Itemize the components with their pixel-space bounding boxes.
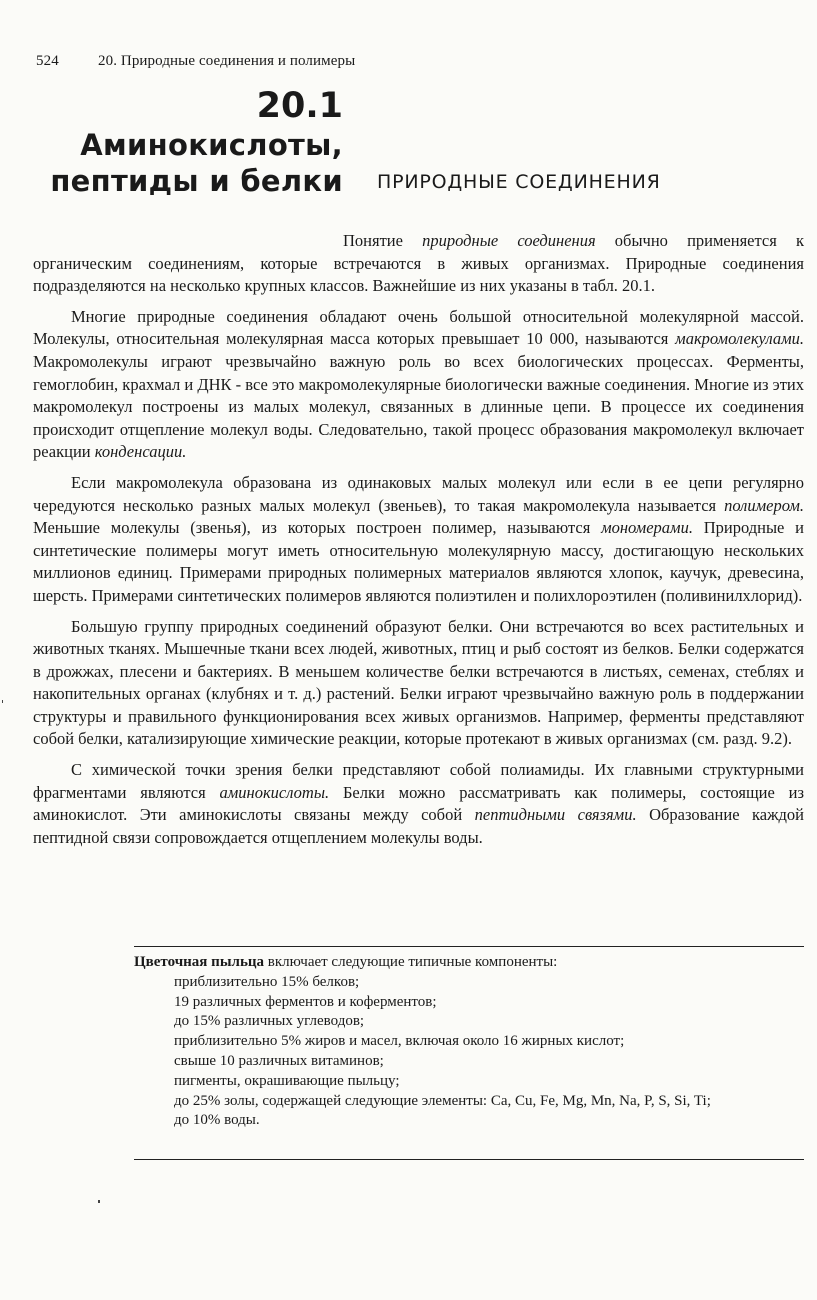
list-item: до 15% различных углеводов; (174, 1013, 365, 1030)
section-title-line-1: Аминокислоты, (80, 128, 343, 162)
paragraph-2 (33, 306, 804, 464)
text-run: Если макромолекула образована из одинаковых малых молекул или если в ее цепи регулярно чередуются несколько разных малых молекул (звеньев), то такая макромолекула называется (33, 472, 804, 515)
term-amino-acids: аминокислоты. (219, 782, 330, 802)
page-number: 524 (36, 53, 59, 69)
text-run: Многие природные соединения обладают очень большой относительной молекулярной массой. Молекулы, относительная молекулярная масса которых превышает 10 000, называются (33, 306, 804, 349)
term-monomers: мономерами. (601, 518, 693, 538)
list-item: до 10% воды. (174, 1112, 260, 1129)
section-title-line-2: пептиды и белки (50, 164, 343, 198)
paragraph-4 (33, 616, 804, 752)
scan-speck (98, 1200, 100, 1203)
paragraph-5 (33, 759, 804, 849)
box-intro (134, 953, 804, 973)
term-macromolecules: макромолекулами. (675, 329, 804, 349)
text-run: Макромолекулы играют чрезвычайно важную роль во всех биологических процессах. Ферменты, гемоглобин, крахмал и ДНК - все это макромолекулярные биологически важные соединения. Многие из этих макромолекул построены из малых молекул, связанных в длинные цепи. В процессе их соединения происходит отщепление молекул воды. Следовательно, такой процесс образования макромолекул включает реакции (33, 351, 804, 462)
section-number: 20.1 (256, 86, 343, 126)
list-item: свыше 10 различных витаминов; (174, 1052, 384, 1069)
pollen-box (134, 953, 804, 1131)
term-condensation: конденсации. (94, 442, 187, 462)
paragraph-1 (33, 230, 804, 298)
list-item: 19 различных ферментов и коферментов; (174, 993, 437, 1010)
text-run: Образование каждой пептидной связи сопровождается отщеплением молекулы воды. (33, 805, 804, 847)
text-run: Природные и синтетические полимеры могут иметь относительную молекулярную массу, достигающую нескольких миллионов единиц. Примерами природных полимерных материалов являются хлопок, каучук, древесина, шерсть. Примерами синтетических полимеров являются полиэтилен и полихлороэтилен (поливинилхлорид). (33, 518, 804, 605)
term-natural-compounds: природные соединения (422, 231, 596, 250)
list-item: пигменты, окрашивающие пыльцу; (174, 1072, 400, 1089)
box-intro-text: включает следующие типичные компоненты: (264, 954, 558, 970)
body-text (33, 230, 804, 857)
text-run: Меньшие молекулы (звенья), из которых построен полимер, называются (33, 518, 602, 538)
box-term: Цветочная пыльца (134, 954, 265, 970)
chapter-title: 20. Природные соединения и полимеры (98, 53, 356, 69)
box-top-rule (134, 946, 804, 947)
text-run: Понятие (343, 231, 423, 250)
paragraph-3 (33, 472, 804, 608)
text-run: Белки можно рассматривать как полимеры, состоящие из аминокислот. Эти аминокислоты связаны между собой (33, 782, 804, 825)
box-list (134, 973, 804, 1131)
section-title (0, 127, 343, 199)
subheading: ПРИРОДНЫЕ СОЕДИНЕНИЯ (377, 171, 661, 193)
term-peptide-bonds: пептидными связями. (474, 805, 637, 825)
list-item: приблизительно 15% белков; (174, 973, 360, 990)
term-polymer: полимером. (724, 495, 804, 515)
running-head (36, 53, 355, 70)
list-item: до 25% золы, содержащей следующие элементы: Ca, Cu, Fe, Mg, Mn, Na, P, S, Si, Ti; (174, 1092, 711, 1109)
text-run: С химической точки зрения белки представляют собой полиамиды. Их главными структурными фрагментами являются (33, 760, 804, 802)
box-bottom-rule (134, 1159, 804, 1160)
list-item: приблизительно 5% жиров и масел, включая около 16 жирных кислот; (174, 1033, 625, 1050)
text-run: обычно применяется к органическим соединениям, которые встречаются в живых организмах. Природные соединения подразделяются на несколько крупных классов. Важнейшие из них указаны в табл. 20.1. (33, 231, 804, 296)
scan-speck (2, 700, 3, 703)
text-run: Большую группу природных соединений образуют белки. Они встречаются во всех растительных и животных тканях. Мышечные ткани всех людей, животных, птиц и рыб состоят из белков. Белки содержатся в дрожжах, плесени и бактериях. В меньшем количестве белки встречаются в листьях, семенах, стеблях и накопительных органах (клубнях и т. д.) растений. Белки играют чрезвычайно важную роль в поддержании структуры и правильного функционирования всех живых организмов. Например, ферменты представляют собой белки, катализирующие химические реакции, которые протекают в живых организмах (см. разд. 9.2). (33, 616, 804, 749)
